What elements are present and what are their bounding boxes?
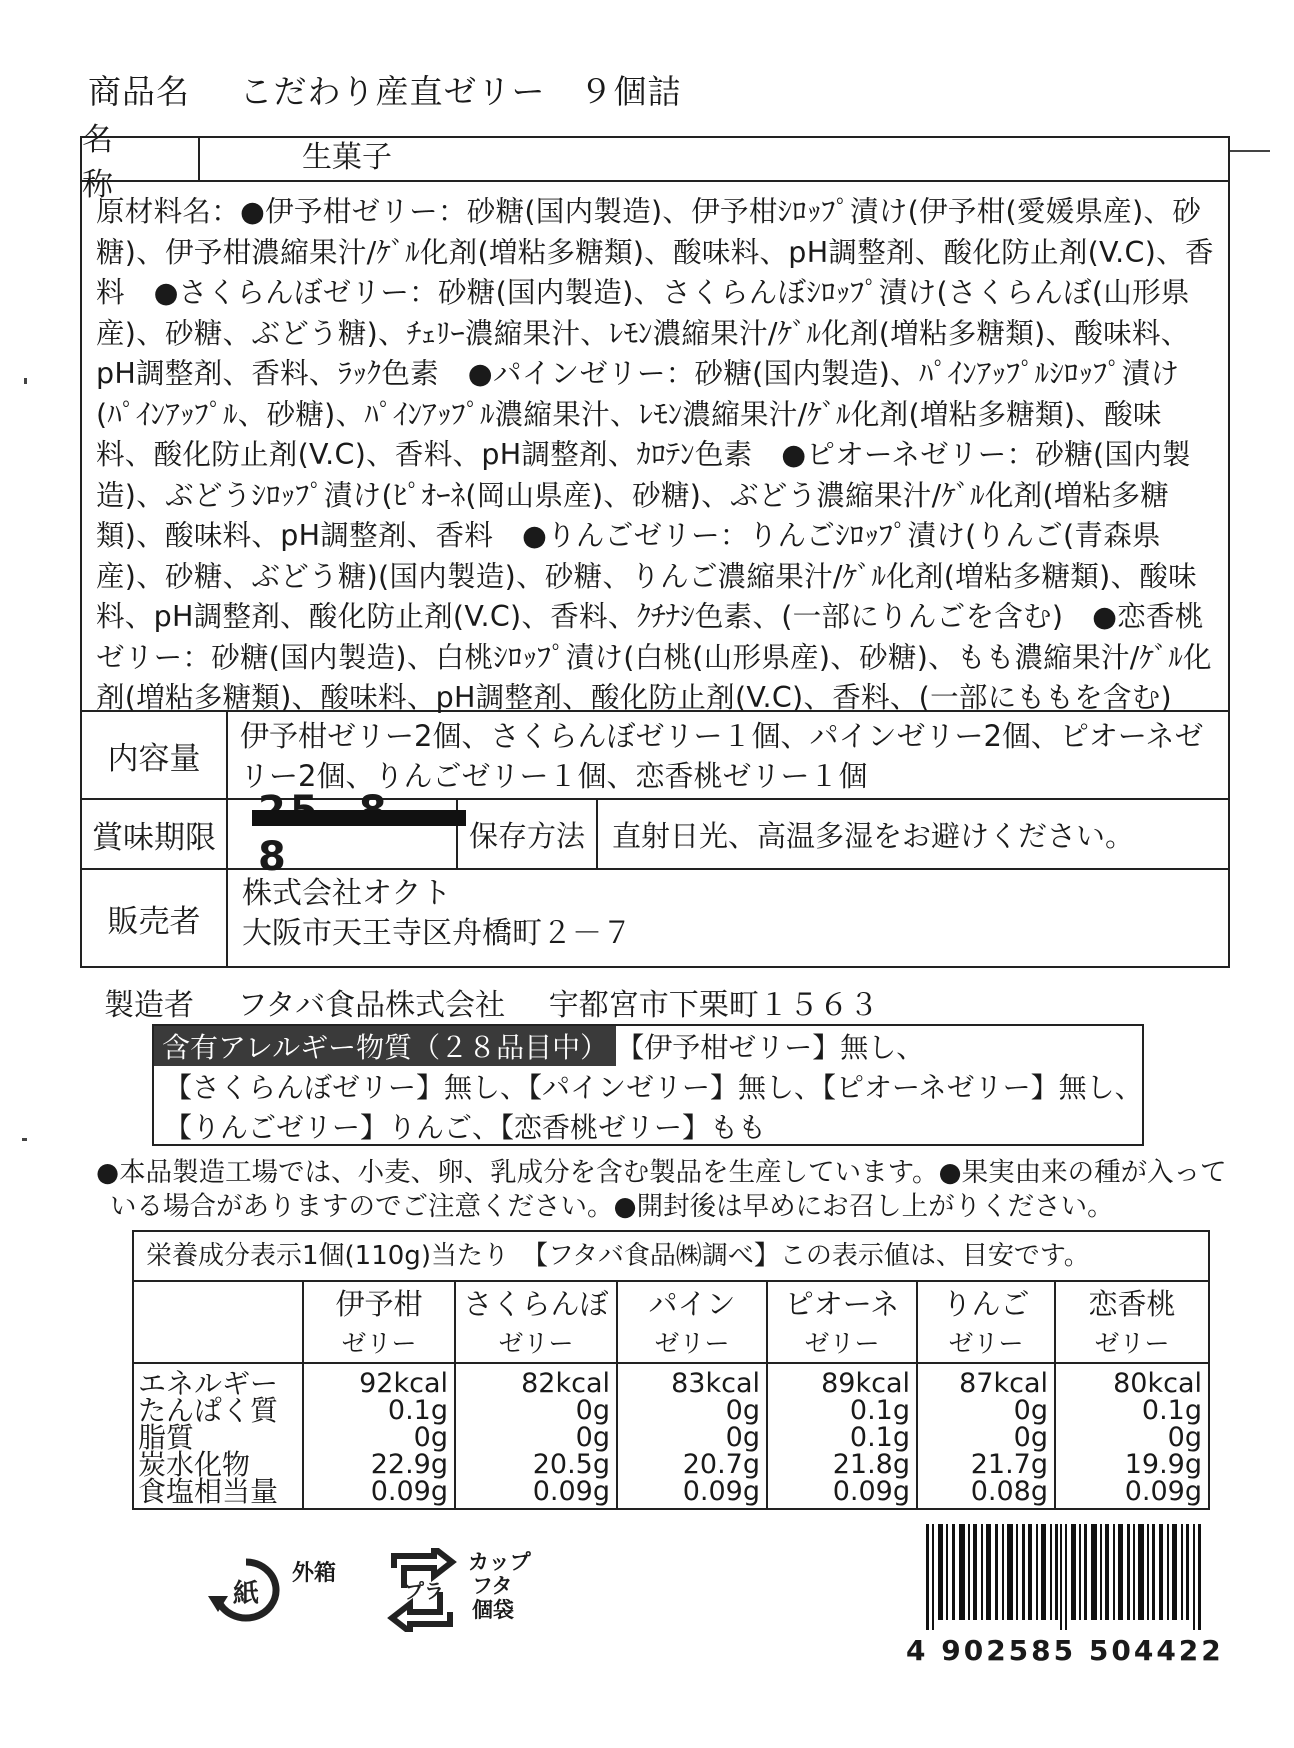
value-fat: 0g [575, 1422, 610, 1453]
nutrient-label: 炭水化物 [138, 1448, 251, 1481]
value-energy: 92kcal [359, 1368, 448, 1399]
allergy-line-2: 【さくらんぼゼリー】無し、【パインゼリー】無し、【ピオーネゼリー】無し、 [164, 1071, 1143, 1104]
allergy-line-1 [154, 1026, 924, 1066]
nutrient-label: 脂質 [138, 1421, 195, 1454]
manufacturer-label: 製造者 [104, 988, 194, 1023]
value-energy: 82kcal [521, 1368, 610, 1399]
column-name: 恋香桃 [1088, 1287, 1176, 1321]
value-protein: 0g [575, 1395, 610, 1426]
nutrition-column-ringo [916, 1282, 1054, 1510]
value-carbs: 21.7g [970, 1449, 1048, 1480]
notes [96, 1156, 1246, 1224]
value-salt: 0.09g [682, 1476, 760, 1507]
barcode-number: 4 902585 504422 [906, 1634, 1224, 1667]
nutrient-label: たんぱく質 [138, 1394, 279, 1427]
best-before-value: 8 [258, 788, 456, 880]
column-name: ピオーネ [784, 1287, 900, 1321]
contents-row [82, 712, 1228, 800]
column-values [671, 1370, 760, 1505]
column-values [1113, 1370, 1202, 1505]
scan-artifact [22, 1138, 27, 1141]
value-fat: 0g [1013, 1422, 1048, 1453]
storage-value: 直射日光、高温多湿をお避けください。 [612, 818, 1135, 853]
plastic-item-cup: カップ [468, 1550, 531, 1574]
product-name: こだわり産直ゼリー ９個詰 [239, 72, 682, 111]
value-carbs: 21.8g [832, 1449, 910, 1480]
value-carbs: 19.9g [1124, 1449, 1202, 1480]
value-protein: 0g [725, 1395, 760, 1426]
note-line-1: ●本品製造工場では、小麦、卵、乳成分を含む製品を生産しています。●果実由来の種が入って [96, 1157, 1227, 1188]
nutrient-label: エネルギー [138, 1367, 279, 1400]
allergy-heading: 含有アレルギー物質（２８品目中） [154, 1026, 616, 1066]
nutrition-column-pione [766, 1282, 916, 1510]
redaction-bar [252, 810, 466, 826]
allergy-text-1: 【伊予柑ゼリー】無し、 [616, 1031, 925, 1064]
value-protein: 0.1g [1141, 1395, 1202, 1426]
column-sub: ゼリー [948, 1329, 1024, 1358]
column-sub: ゼリー [498, 1329, 574, 1358]
value-fat: 0.1g [849, 1422, 910, 1453]
seller-row [82, 870, 1228, 966]
column-values [359, 1370, 448, 1505]
allergy-box [152, 1024, 1144, 1146]
best-before-label: 賞味期限 [82, 800, 228, 868]
value-energy: 83kcal [671, 1368, 760, 1399]
value-protein: 0.1g [849, 1395, 910, 1426]
nutrient-labels [138, 1367, 279, 1508]
date-storage-row [82, 800, 1228, 880]
name-row [82, 122, 1228, 203]
plastic-mark-text: プラ [404, 1579, 444, 1603]
storage-label: 保存方法 [458, 800, 598, 868]
seller-address: 大阪市天王寺区舟橋町２－７ [242, 916, 632, 951]
value-fat: 0g [1167, 1422, 1202, 1453]
nutrition-column-pine [616, 1282, 766, 1510]
contents-label: 内容量 [82, 712, 228, 798]
column-sub: ゼリー [341, 1329, 417, 1358]
paper-recycle-icon [206, 1556, 286, 1626]
column-name: パイン [648, 1287, 736, 1321]
nutrition-column-iyokan [302, 1282, 454, 1510]
name-value: 生菓子 [302, 140, 392, 175]
nutrition-table [132, 1230, 1210, 1510]
value-protein: 0.1g [387, 1395, 448, 1426]
manufacturer-company: フタバ食品株式会社 [237, 988, 506, 1023]
value-salt: 0.09g [370, 1476, 448, 1507]
value-salt: 0.09g [1124, 1476, 1202, 1507]
seller-value [242, 870, 632, 966]
plastic-item-bag: 個袋 [472, 1598, 514, 1622]
value-energy: 80kcal [1113, 1368, 1202, 1399]
column-values [821, 1370, 910, 1505]
plastic-items [468, 1550, 531, 1622]
scan-artifact [24, 378, 27, 384]
paper-label: 外箱 [292, 1561, 337, 1586]
value-protein: 0g [1013, 1395, 1048, 1426]
nutrition-column-sakuranbo [454, 1282, 616, 1510]
nutrient-label: 食塩相当量 [138, 1475, 279, 1508]
nutrition-title: 栄養成分表示1個(110g)当たり 【フタバ食品㈱調べ】この表示値は、目安です。 [134, 1232, 1208, 1282]
value-fat: 0g [413, 1422, 448, 1453]
value-energy: 87kcal [959, 1368, 1048, 1399]
plastic-item-lid: フタ [472, 1574, 513, 1598]
column-sub: ゼリー [654, 1329, 730, 1358]
value-carbs: 20.5g [532, 1449, 610, 1480]
value-carbs: 20.7g [682, 1449, 760, 1480]
column-sub: ゼリー [804, 1329, 880, 1358]
product-label: 商品名 [88, 72, 190, 111]
column-name: りんご [942, 1287, 1030, 1321]
best-before-cell [242, 800, 458, 880]
value-salt: 0.08g [970, 1476, 1048, 1507]
column-values [521, 1370, 610, 1505]
ingredients-text: 原材料名：●伊予柑ゼリー：砂糖(国内製造)、伊予柑ｼﾛｯﾌﾟ漬け(伊予柑(愛媛県産)、砂糖)、伊予柑濃縮果汁/ｹﾞﾙ化剤(増粘多糖類)、酸味料、pH調整剤、酸化防止剤(V.C)、香料 ●さくらんぼゼリー：砂糖(国内製造)、さくらんぼｼﾛｯﾌﾟ漬け(さくらんぼ(山形県産)、砂糖、ぶどう糖)、ﾁｪﾘｰ濃縮果汁、ﾚﾓﾝ濃縮果汁/ｹﾞﾙ化剤(増粘多糖類)、酸味料、pH調整剤、香料、ﾗｯｸ色素 ●パインゼリー：砂糖(国内製造)、ﾊﾟｲﾝｱｯﾌﾟﾙｼﾛｯﾌﾟ漬け(ﾊﾟｲﾝｱｯﾌﾟﾙ、砂糖)、ﾊﾟｲﾝｱｯﾌﾟﾙ濃縮果汁、ﾚﾓﾝ濃縮果汁/ｹﾞﾙ化剤(増粘多糖類)、酸味料、酸化防止剤(V.C)、香料、pH調整剤、ｶﾛﾃﾝ色素 ●ピオーネゼリー：砂糖(国内製造)、ぶどうｼﾛｯﾌﾟ漬け(ﾋﾟｵｰﾈ(岡山県産)、砂糖)、ぶどう濃縮果汁/ｹﾞﾙ化剤(増粘多糖類)、酸味料、pH調整剤、香料 ●りんごゼリー：りんごｼﾛｯﾌﾟ漬け(りんご(青森県産)、砂糖、ぶどう糖)(国内製造)、砂糖、りんご濃縮果汁/ｹﾞﾙ化剤(増粘多糖類)、酸味料、pH調整剤、酸化防止剤(V.C)、香料、ｸﾁﾅｼ色素、(一部にりんごを含む) ●恋香桃ゼリー：砂糖(国内製造)、白桃ｼﾛｯﾌﾟ漬け(白桃(山形県産)、砂糖)、もも濃縮果汁/ｹﾞﾙ化剤(増粘多糖類)、酸味料、pH調整剤、酸化防止剤(V.C)、香料、(一部にももを含む) [96, 195, 1214, 714]
value-salt: 0.09g [532, 1476, 610, 1507]
contents-value: 伊予柑ゼリー2個、さくらんぼゼリー１個、パインゼリー2個、ピオーネゼリー2個、りんごゼリー１個、恋香桃ゼリー１個 [240, 719, 1204, 793]
seller-company: 株式会社オクト [242, 876, 452, 911]
value-energy: 89kcal [821, 1368, 910, 1399]
note-line-2: いる場合がありますのでご注意ください。●開封後は早めにお召し上がりください。 [110, 1191, 1114, 1222]
value-fat: 0g [725, 1422, 760, 1453]
column-values [959, 1370, 1048, 1505]
column-name: さくらんぼ [463, 1287, 609, 1321]
column-sub: ゼリー [1094, 1329, 1170, 1358]
column-name: 伊予柑 [335, 1287, 423, 1321]
seller-label: 販売者 [82, 870, 228, 966]
paper-mark-text: 紙 [232, 1579, 260, 1609]
value-carbs: 22.9g [370, 1449, 448, 1480]
scan-artifact [1230, 150, 1270, 152]
manufacturer-line [104, 980, 913, 1024]
name-label: 名 称 [82, 138, 200, 180]
label-table [80, 122, 1230, 968]
nutrition-column-koikoumomo [1054, 1282, 1208, 1510]
barcode-icon [926, 1524, 1202, 1630]
allergy-line-3: 【りんごゼリー】りんご、【恋香桃ゼリー】もも [164, 1111, 767, 1144]
ingredients-row [82, 182, 1228, 712]
manufacturer-address: 宇都宮市下栗町１５６３ [548, 988, 879, 1023]
product-line [88, 66, 682, 113]
value-salt: 0.09g [832, 1476, 910, 1507]
plastic-recycle-icon [384, 1548, 464, 1632]
